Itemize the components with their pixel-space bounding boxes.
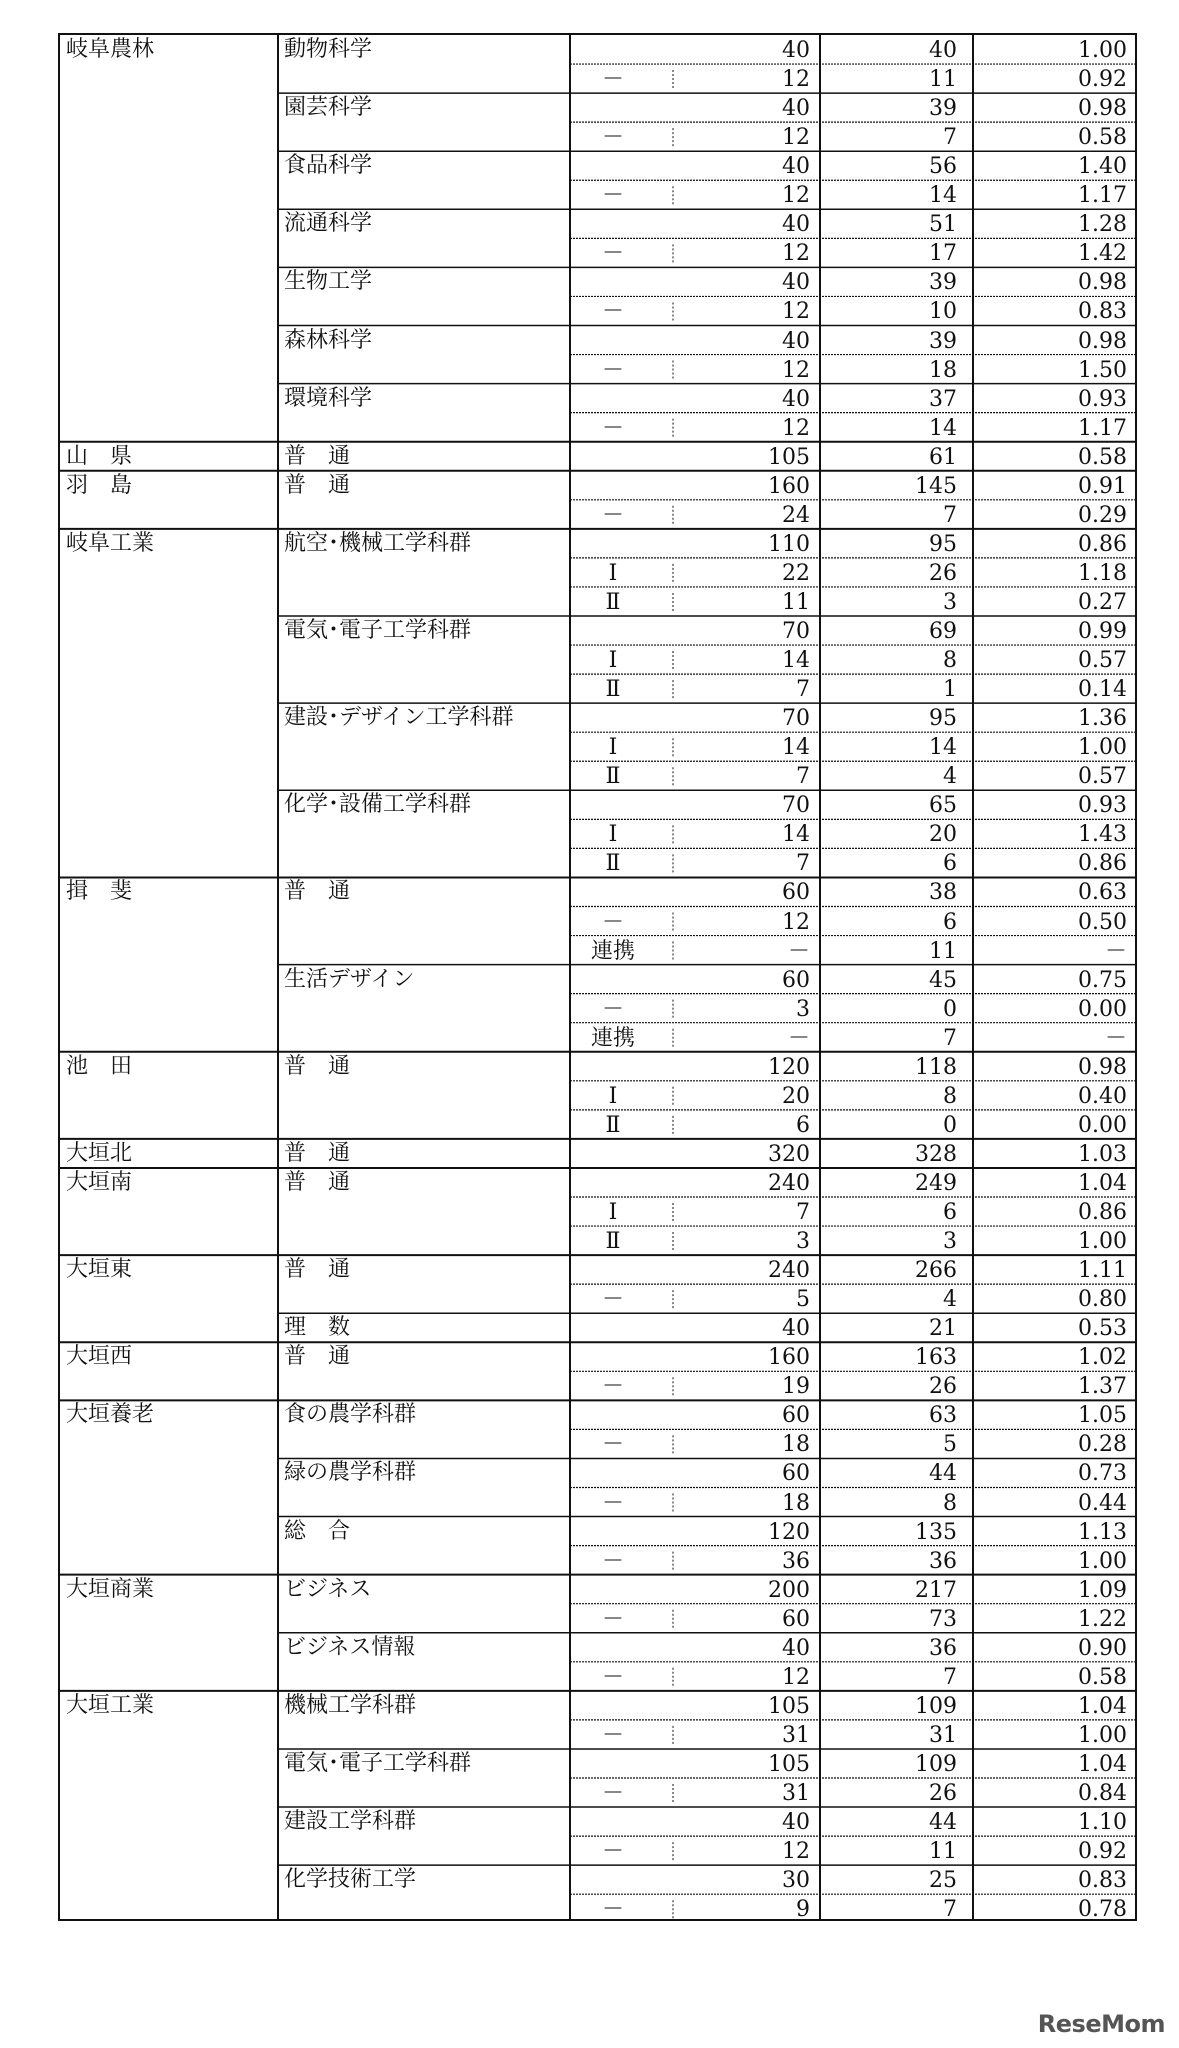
capacity-value: 14 [782,648,810,674]
school-name: 大垣商業 [66,1576,155,1602]
applicant-value: 6 [943,909,957,935]
applicant-value: 14 [929,735,957,761]
applicant-value: 39 [929,328,957,354]
ratio-value: 0.63 [1078,880,1127,906]
capacity-value: 40 [782,96,810,122]
capacity-value: 14 [782,822,810,848]
ratio-value: 1.22 [1078,1606,1127,1632]
course-name: 普 通 [284,1257,351,1283]
ratio-value: 1.10 [1078,1810,1127,1836]
applicant-value: 14 [929,183,957,209]
ratio-value: 0.00 [1078,1112,1127,1138]
school-name: 山 県 [66,443,133,469]
school-name: 岐阜農林 [66,37,155,62]
ratio-value: 1.03 [1078,1141,1127,1167]
capacity-value: 105 [768,444,810,470]
ratio-value: 0.58 [1078,125,1127,151]
applicant-value: 163 [915,1345,957,1371]
category-label: Ⅱ [605,1112,621,1138]
ratio-value: 0.93 [1078,793,1127,819]
course-name: 生活デザイン [284,966,415,992]
resemom-watermark: ReseMom [1037,2010,1165,2038]
applicant-value: 0 [943,996,957,1022]
school-name: 大垣工業 [66,1692,155,1718]
capacity-value: 30 [782,1868,810,1894]
category-label: － [601,67,624,93]
category-label: Ⅱ [605,764,621,790]
ratio-value: 0.40 [1078,1083,1127,1109]
category-label: Ⅰ [608,822,618,848]
course-name: 環境科学 [284,385,373,411]
course-name: 食品科学 [284,153,373,179]
school-name: 大垣東 [66,1257,133,1283]
ratio-value: 0.84 [1078,1781,1127,1806]
ratio-value: 1.43 [1078,822,1127,848]
ratio-value: 0.98 [1078,270,1127,296]
applicant-value: 26 [929,560,957,586]
ratio-value: 0.28 [1078,1432,1127,1458]
ratio-value: 1.18 [1078,560,1127,586]
category-label: － [601,1490,624,1516]
capacity-value: 7 [796,1200,810,1225]
category-label: Ⅰ [608,735,618,761]
ratio-value: 0.98 [1078,328,1127,354]
applicant-value: 11 [929,938,957,964]
applicant-value: 40 [929,38,957,63]
capacity-value: 24 [782,502,810,528]
capacity-value: 240 [768,1258,810,1284]
capacity-value: 60 [782,967,810,993]
ratio-value: 1.00 [1078,1229,1127,1255]
category-label: Ⅱ [605,677,621,703]
category-label: － [601,299,624,325]
applicant-value: 109 [915,1751,957,1777]
school-name: 大垣北 [66,1140,133,1166]
applicant-value: 3 [943,589,957,615]
ratio-value: 1.04 [1078,1751,1127,1777]
applicant-value: 38 [929,880,957,906]
ratio-value: 0.98 [1078,1054,1127,1080]
course-name: 食の農学科群 [284,1402,417,1428]
ratio-value: 0.57 [1078,764,1127,790]
capacity-value: 7 [796,764,810,790]
category-label: 連携 [590,938,635,964]
course-name: 森林科学 [284,327,373,353]
category-label: － [601,1374,624,1400]
course-name: 普 通 [284,1344,351,1370]
capacity-value: 7 [796,851,810,877]
applicant-value: 5 [943,1432,957,1458]
category-label: Ⅰ [608,560,618,586]
course-name: 普 通 [284,879,351,905]
ratio-value: 1.04 [1078,1170,1127,1196]
category-label: Ⅱ [605,851,621,877]
category-label: － [601,1897,624,1923]
ratio-value: 1.50 [1078,357,1127,383]
applicant-value: 65 [929,793,957,819]
applicant-value: 14 [929,415,957,441]
applicant-value: 7 [943,502,957,528]
applicant-value: 25 [929,1868,957,1894]
capacity-value: 18 [782,1432,810,1458]
applicant-value: 11 [929,67,957,93]
ratio-value: 1.17 [1078,183,1127,209]
applicant-value: 37 [929,386,957,412]
capacity-value: 60 [782,880,810,906]
ratio-value: 0.58 [1078,444,1127,470]
applicant-value: 0 [943,1112,957,1138]
ratio-value: 0.99 [1078,619,1127,644]
applicant-value: 7 [943,1025,957,1051]
applicant-value: 6 [943,1200,957,1225]
applicant-value: 36 [929,1548,957,1574]
ratio-value: 0.98 [1078,96,1127,122]
applicant-value: 56 [929,154,957,180]
school-name: 揖 斐 [66,879,133,905]
applicant-value: 21 [929,1316,957,1342]
capacity-value: 40 [782,154,810,180]
ratio-value: 0.92 [1078,67,1127,93]
ratio-value: 0.75 [1078,967,1127,993]
applicant-value: 217 [915,1577,957,1603]
capacity-value: 3 [796,996,810,1022]
ratio-value: 1.04 [1078,1693,1127,1719]
category-label: － [601,1722,624,1748]
ratio-value: 0.78 [1078,1897,1127,1923]
applicant-value: 18 [929,357,957,383]
category-label: － [601,415,624,441]
applicant-value: 4 [943,1287,957,1313]
applicant-value: 145 [915,473,957,499]
applicant-value: 45 [929,967,957,993]
applicant-value: 8 [943,1490,957,1516]
school-name: 池 田 [66,1053,133,1079]
course-name: 機械工学科群 [284,1692,417,1718]
capacity-value: 12 [782,241,810,267]
applicant-value: 26 [929,1781,957,1806]
capacity-value: 19 [782,1374,810,1400]
capacity-value: 70 [782,619,810,644]
category-label: － [601,502,624,528]
ratio-value: 0.58 [1078,1664,1127,1690]
applicant-value: 31 [929,1722,957,1748]
course-name: 普 通 [284,443,351,469]
category-label: － [601,1839,624,1865]
applicant-value: 44 [929,1810,957,1836]
applicant-value: 328 [915,1141,957,1167]
school-name: 大垣養老 [66,1402,155,1428]
capacity-value: 40 [782,212,810,238]
applicant-value: 118 [915,1054,957,1080]
ratio-value: 1.00 [1078,735,1127,761]
capacity-value: 31 [782,1722,810,1748]
applicant-value: 3 [943,1229,957,1255]
category-label: － [601,1606,624,1632]
applicant-value: 69 [929,619,957,644]
category-label: － [601,996,624,1022]
category-label: － [601,1287,624,1313]
ratio-value: 1.02 [1078,1345,1127,1371]
capacity-value: 320 [768,1141,810,1167]
ratio-value: 1.17 [1078,415,1127,441]
course-name: 化学･設備工学科群 [284,792,472,818]
capacity-value: － [787,938,810,964]
school-name: 岐阜工業 [66,530,155,556]
applicant-value: 63 [929,1403,957,1429]
capacity-value: 20 [782,1083,810,1109]
course-name: 総 合 [284,1518,351,1544]
capacity-value: 70 [782,706,810,732]
capacity-value: 14 [782,735,810,761]
course-name: 普 通 [284,472,351,498]
applicant-value: 26 [929,1374,957,1400]
ratio-value: 0.92 [1078,1839,1127,1865]
ratio-value: 1.13 [1078,1519,1127,1545]
category-label: Ⅱ [605,1229,621,1255]
ratio-value: 0.29 [1078,502,1127,528]
capacity-value: 40 [782,270,810,296]
ratio-value: 0.14 [1078,677,1127,703]
capacity-value: 3 [796,1229,810,1255]
ratio-value: 1.11 [1078,1258,1127,1284]
category-label: － [601,183,624,209]
capacity-value: 12 [782,125,810,151]
applicant-value: 6 [943,851,957,877]
school-name: 大垣西 [66,1344,133,1370]
category-label: － [601,125,624,151]
capacity-value: 60 [782,1461,810,1487]
category-label: － [601,241,624,267]
capacity-value: 12 [782,299,810,325]
category-label: 連携 [590,1025,635,1051]
applicant-value: 266 [915,1258,957,1284]
applicant-value: 51 [929,212,957,238]
applicant-value: 11 [929,1839,957,1865]
capacity-value: 110 [768,531,810,557]
ratio-value: 1.42 [1078,241,1127,267]
category-label: － [601,1664,624,1690]
ratio-value: 0.90 [1078,1635,1127,1661]
category-label: － [601,1781,624,1806]
ratio-value: 0.73 [1078,1461,1127,1487]
ratio-value: 0.53 [1078,1316,1127,1342]
applicant-value: 10 [929,299,957,325]
capacity-value: 6 [796,1112,810,1138]
capacity-value: 7 [796,677,810,703]
capacity-value: 12 [782,1839,810,1865]
ratio-value: 0.57 [1078,648,1127,674]
capacity-value: 40 [782,1635,810,1661]
ratio-value: 1.09 [1078,1577,1127,1603]
capacity-value: 36 [782,1548,810,1574]
course-name: 普 通 [284,1169,351,1195]
applicant-value: 7 [943,125,957,151]
course-name: 航空･機械工学科群 [284,530,472,556]
applicant-value: 36 [929,1635,957,1661]
course-name: 電気･電子工学科群 [284,618,472,643]
course-name: ビジネス情報 [284,1634,416,1660]
capacity-value: 40 [782,1316,810,1342]
applicant-value: 44 [929,1461,957,1487]
ratio-value: 0.83 [1078,299,1127,325]
applicant-value: 249 [915,1170,957,1196]
capacity-value: 22 [782,560,810,586]
ratio-value: 0.27 [1078,589,1127,615]
capacity-value: 40 [782,1810,810,1836]
capacity-value: 40 [782,328,810,354]
applicant-value: 17 [929,241,957,267]
capacity-value: 12 [782,1664,810,1690]
course-name: 生物工学 [284,269,373,295]
ratio-value: 0.91 [1078,473,1127,499]
ratio-value: 1.37 [1078,1374,1127,1400]
ratio-value: 1.36 [1078,706,1127,732]
capacity-value: 60 [782,1606,810,1632]
ratio-value: 0.83 [1078,1868,1127,1894]
capacity-value: 9 [796,1897,810,1923]
ratio-value: 1.00 [1078,1722,1127,1748]
course-name: 緑の農学科群 [284,1460,417,1486]
ratio-value: 0.86 [1078,531,1127,557]
category-label: － [601,357,624,383]
capacity-value: 12 [782,415,810,441]
ratio-value: 1.05 [1078,1403,1127,1429]
ratio-value: 0.80 [1078,1287,1127,1313]
capacity-value: 18 [782,1490,810,1516]
capacity-value: 40 [782,386,810,412]
course-name: 動物科学 [284,37,373,62]
course-name: 理 数 [284,1315,351,1341]
capacity-value: 31 [782,1781,810,1806]
category-label: Ⅰ [608,1083,618,1109]
capacity-value: 12 [782,67,810,93]
ratio-value: － [1104,1025,1127,1051]
applicant-value: 73 [929,1606,957,1632]
school-name: 羽 島 [66,472,133,498]
capacity-value: 160 [768,473,810,499]
category-label: － [601,909,624,935]
category-label: Ⅱ [605,589,621,615]
applicant-value: 95 [929,706,957,732]
capacity-value: 5 [796,1287,810,1313]
ratio-value: 1.28 [1078,212,1127,238]
ratio-value: 0.00 [1078,996,1127,1022]
course-name: 建設工学科群 [284,1809,417,1835]
capacity-value: 120 [768,1519,810,1545]
capacity-value: 40 [782,38,810,63]
applicant-value: 39 [929,270,957,296]
course-name: 建設･デザイン工学科群 [284,705,514,731]
ratio-value: 0.86 [1078,1200,1127,1225]
course-name: 電気･電子工学科群 [284,1750,472,1776]
applicant-value: 1 [943,677,957,703]
admission-ratio-table [58,33,1137,1921]
capacity-value: 120 [768,1054,810,1080]
capacity-value: 105 [768,1751,810,1777]
applicant-value: 95 [929,531,957,557]
capacity-value: 70 [782,793,810,819]
category-label: Ⅰ [608,648,618,674]
ratio-value: 0.44 [1078,1490,1127,1516]
capacity-value: 200 [768,1577,810,1603]
ratio-value: 1.00 [1078,38,1127,63]
capacity-value: 240 [768,1170,810,1196]
applicant-value: 8 [943,648,957,674]
capacity-value: 12 [782,183,810,209]
applicant-value: 109 [915,1693,957,1719]
applicant-value: 7 [943,1897,957,1923]
applicant-value: 4 [943,764,957,790]
capacity-value: 160 [768,1345,810,1371]
ratio-value: － [1104,938,1127,964]
capacity-value: － [787,1025,810,1051]
course-name: 普 通 [284,1140,351,1166]
capacity-value: 60 [782,1403,810,1429]
course-name: 流通科学 [284,211,373,237]
capacity-value: 12 [782,909,810,935]
school-name: 大垣南 [66,1169,133,1195]
course-name: 普 通 [284,1053,351,1079]
capacity-value: 105 [768,1693,810,1719]
category-label: Ⅰ [608,1200,618,1225]
capacity-value: 11 [782,589,810,615]
category-label: － [601,1548,624,1574]
applicant-value: 39 [929,96,957,122]
capacity-value: 12 [782,357,810,383]
category-label: － [601,1432,624,1458]
applicant-value: 8 [943,1083,957,1109]
ratio-value: 0.93 [1078,386,1127,412]
applicant-value: 61 [929,444,957,470]
ratio-value: 1.00 [1078,1548,1127,1574]
applicant-value: 20 [929,822,957,848]
applicant-value: 7 [943,1664,957,1690]
applicant-value: 135 [915,1519,957,1545]
ratio-value: 1.40 [1078,154,1127,180]
course-name: 化学技術工学 [284,1867,417,1893]
ratio-value: 0.86 [1078,851,1127,877]
course-name: ビジネス [284,1576,372,1602]
course-name: 園芸科学 [284,95,373,121]
ratio-value: 0.50 [1078,909,1127,935]
